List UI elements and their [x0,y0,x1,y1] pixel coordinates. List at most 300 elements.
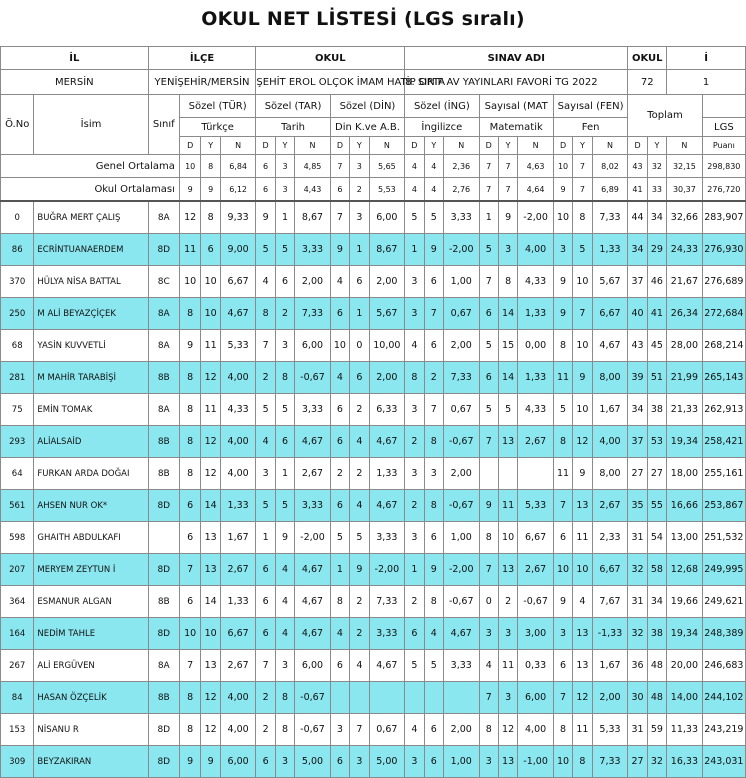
score-cell: -0,67 [443,426,479,458]
score-cell: 13 [498,746,517,778]
score-cell: 7 [424,298,443,330]
score-cell: 6 [256,586,275,618]
score-cell: 4 [330,266,349,298]
average-value: 32 [647,155,666,178]
score-cell: 19,34 [667,426,703,458]
col-lgs-header [702,95,745,118]
group-sozel-tur: Sözel (TÜR) [179,95,256,118]
score-cell: 3 [330,714,349,746]
score-cell: 3 [275,650,294,682]
score-cell: 15 [498,330,517,362]
score-cell: 7 [479,426,498,458]
score-cell: 7 [573,298,592,330]
score-cell [369,682,405,714]
header-il: İL [1,47,149,70]
score-cell: 5 [498,394,517,426]
score-cell: 9 [553,266,572,298]
score-cell: 12 [573,682,592,714]
score-cell: 2,00 [369,266,405,298]
score-cell: 6 [424,522,443,554]
average-value: 10 [553,155,572,178]
score-cell: 14 [201,490,220,522]
dyn-label: Y [201,137,220,155]
score-cell: 249,995 [702,554,745,586]
info-okul-no: 72 [628,70,667,95]
student-class [148,522,179,554]
dyn-label: N [220,137,256,155]
score-cell: 3,33 [443,650,479,682]
average-value: 6 [256,178,275,202]
subject-ingilizce: İngilizce [405,118,479,137]
score-cell: 2 [350,586,369,618]
table-row [1,394,746,426]
score-cell: 1 [405,234,424,266]
score-cell: 11 [498,490,517,522]
score-cell: 4 [350,426,369,458]
score-cell: 10 [573,266,592,298]
score-cell: 8 [179,682,201,714]
score-cell: 18,00 [667,458,703,490]
score-cell: 6 [275,266,294,298]
score-cell: 2,67 [295,458,331,490]
score-cell: 9 [553,586,572,618]
score-cell: 3 [350,201,369,234]
score-cell: 4,67 [369,426,405,458]
student-name: ESMANUR ALGAN [34,586,148,618]
student-name: BEYZAKIRAN [34,746,148,778]
score-cell: 2 [256,714,275,746]
score-cell: 8,67 [369,234,405,266]
score-cell: 8 [498,266,517,298]
score-cell: 8,67 [295,201,331,234]
score-cell: 10 [201,298,220,330]
score-cell: 9,00 [220,234,256,266]
average-value: 7 [573,178,592,202]
score-cell: 4,67 [220,298,256,330]
average-value: 3 [275,155,294,178]
score-cell: 7,33 [443,362,479,394]
average-value: 4,63 [518,155,554,178]
score-cell: 1,00 [443,746,479,778]
score-cell: 251,532 [702,522,745,554]
average-value: 5,65 [369,155,405,178]
score-cell: 6 [350,266,369,298]
score-cell: 12 [498,714,517,746]
score-cell: 3 [405,394,424,426]
col-class-header: Sınıf [148,95,179,155]
score-cell: 59 [647,714,666,746]
student-no: 250 [1,298,34,330]
student-no: 64 [1,458,34,490]
score-cell: 21,33 [667,394,703,426]
score-cell: 4,67 [369,490,405,522]
score-cell: 11,33 [667,714,703,746]
score-cell: 2 [498,586,517,618]
score-cell: 8 [275,682,294,714]
dyn-label: Y [573,137,592,155]
score-cell: 7 [256,650,275,682]
table-row [1,330,746,362]
score-cell: 3,00 [518,618,554,650]
table-row [1,362,746,394]
score-cell: 4 [275,618,294,650]
score-cell: -0,67 [295,362,331,394]
score-cell: 4,67 [369,650,405,682]
score-cell: 8 [256,298,275,330]
score-cell: 5,00 [369,746,405,778]
score-cell: 7 [553,490,572,522]
score-cell: 258,421 [702,426,745,458]
score-cell: 9 [201,746,220,778]
student-name: NEDİM TAHLE [34,618,148,650]
score-cell: 48 [647,650,666,682]
student-no: 86 [1,234,34,266]
score-cell: 11 [498,650,517,682]
score-cell: 6,67 [220,266,256,298]
average-value: 7 [498,178,517,202]
score-cell: 2,33 [592,522,628,554]
score-cell: 1,67 [592,394,628,426]
student-no: 281 [1,362,34,394]
score-cell: 6,33 [369,394,405,426]
score-cell: 34 [628,394,647,426]
group-sayisal-mat: Sayısal (MAT [479,95,553,118]
score-cell: 6 [179,586,201,618]
student-name: EMİN TOMAK [34,394,148,426]
score-cell: 11 [573,522,592,554]
score-cell: 7 [479,266,498,298]
score-cell: 19,66 [667,586,703,618]
score-cell: 11 [179,234,201,266]
score-cell: 27 [628,746,647,778]
score-cell: 272,684 [702,298,745,330]
score-cell: 6,67 [592,298,628,330]
student-class: 8A [148,298,179,330]
table-row [1,201,746,234]
score-cell: 10 [330,330,349,362]
average-value: 6,89 [592,178,628,202]
score-cell: 4,00 [220,362,256,394]
score-cell: 6 [424,330,443,362]
average-label: Genel Ortalama [1,155,180,178]
average-value: 4 [424,155,443,178]
average-value: 4 [405,178,424,202]
subject-turkce: Türkçe [179,118,256,137]
score-cell: 4 [350,490,369,522]
student-class: 8D [148,490,179,522]
score-cell: 7 [179,650,201,682]
score-cell: 8 [553,714,572,746]
score-cell: 4,33 [220,394,256,426]
page-title: OKUL NET LİSTESİ (LGS sıralı) [201,8,525,30]
lgs-label: LGS [702,118,745,137]
score-cell: 3 [553,234,572,266]
score-cell: 4,67 [592,330,628,362]
score-cell: 3 [405,522,424,554]
score-cell: 48 [647,682,666,714]
subject-tarih: Tarih [256,118,330,137]
score-cell: 32,66 [667,201,703,234]
student-no: 0 [1,201,34,234]
score-cell: 3 [350,746,369,778]
score-cell: 3 [275,746,294,778]
score-cell: 4 [479,650,498,682]
score-cell: 8 [179,426,201,458]
score-cell: 7 [179,554,201,586]
subject-fen: Fen [553,118,627,137]
score-cell: 1 [256,522,275,554]
score-cell: 4 [275,586,294,618]
score-cell: 5,67 [592,266,628,298]
score-cell: 19,34 [667,618,703,650]
score-cell: 54 [647,522,666,554]
score-cell: 26,34 [667,298,703,330]
score-cell: 5,33 [592,714,628,746]
score-cell: 3 [256,458,275,490]
average-value: 7 [573,155,592,178]
score-cell: 8 [424,426,443,458]
col-toplam-header: Toplam [628,95,702,137]
score-cell: 12 [179,201,201,234]
score-cell: 12 [201,426,220,458]
score-cell: 5 [275,490,294,522]
score-cell: 3,33 [295,490,331,522]
score-cell: 9 [479,490,498,522]
score-cell: 53 [647,426,666,458]
score-cell: 5,00 [295,746,331,778]
table-row [1,714,746,746]
score-cell: 0,67 [369,714,405,746]
student-name: AHSEN NUR OK* [34,490,148,522]
score-cell: 5 [275,234,294,266]
average-value: 6,84 [220,155,256,178]
score-cell: 3 [405,746,424,778]
score-cell: 2,67 [592,490,628,522]
table-row [1,298,746,330]
score-cell: 9 [330,234,349,266]
score-cell: 6 [330,490,349,522]
score-cell: -1,33 [592,618,628,650]
subject-matematik: Matematik [479,118,553,137]
score-cell: 11 [553,458,572,490]
score-cell: 265,143 [702,362,745,394]
score-cell: -0,67 [295,682,331,714]
student-class: 8A [148,394,179,426]
score-cell: 4 [256,426,275,458]
score-cell: 10,00 [369,330,405,362]
score-cell: 34 [647,586,666,618]
dyn-label: N [369,137,405,155]
score-cell: 5 [573,234,592,266]
score-cell: 51 [647,362,666,394]
score-cell: 9 [275,522,294,554]
score-cell: 1,33 [518,298,554,330]
score-cell: 3 [424,458,443,490]
score-cell: 34 [628,234,647,266]
score-cell: 45 [647,330,666,362]
average-value: 2 [350,178,369,202]
score-cell: 10 [179,266,201,298]
score-cell: 16,66 [667,490,703,522]
score-cell: 14,00 [667,682,703,714]
score-cell: 10 [553,554,572,586]
score-cell: 11 [201,330,220,362]
score-cell: 9,33 [220,201,256,234]
info-ilce: YENİŞEHİR/MERSİN [148,70,256,95]
score-cell: 31 [628,522,647,554]
score-cell: 4 [330,618,349,650]
score-cell: 0,00 [518,330,554,362]
average-value: 8 [201,155,220,178]
student-class: 8D [148,618,179,650]
average-value: 41 [628,178,647,202]
score-cell: 4,00 [220,682,256,714]
score-cell: 6 [179,522,201,554]
student-class: 8D [148,234,179,266]
score-cell: 6 [424,266,443,298]
score-cell: 6 [424,714,443,746]
group-sayisal-fen: Sayısal (FEN) [553,95,627,118]
score-cell: 31 [628,586,647,618]
average-value: 2,36 [443,155,479,178]
score-cell: 35 [628,490,647,522]
score-cell: 16,33 [667,746,703,778]
student-no: 68 [1,330,34,362]
score-cell: 6 [179,490,201,522]
score-cell: 6 [479,362,498,394]
info-extra: 1 [667,70,746,95]
score-cell: 6,67 [518,522,554,554]
score-cell: 13,00 [667,522,703,554]
score-cell: 3 [498,234,517,266]
score-cell: 248,389 [702,618,745,650]
score-cell: 13 [498,426,517,458]
score-cell: 10 [573,394,592,426]
score-cell: 3 [405,458,424,490]
lgs-puani-label: Puanı [702,137,745,155]
score-cell [443,682,479,714]
score-cell: 3 [498,682,517,714]
score-cell: 8 [179,298,201,330]
score-cell: 7 [256,330,275,362]
score-cell: 4,33 [518,394,554,426]
header-okul: OKUL [256,47,405,70]
table-row [1,650,746,682]
student-name: ALİ ERGÜVEN [34,650,148,682]
score-cell: 32 [628,618,647,650]
score-cell: 3 [498,618,517,650]
score-cell: 243,219 [702,714,745,746]
student-name: GHAITH ABDULKAFI [34,522,148,554]
score-cell: 1,33 [220,586,256,618]
score-cell: 7,33 [592,201,628,234]
score-cell: 8 [553,426,572,458]
score-cell: 3 [405,298,424,330]
score-cell: 8 [573,201,592,234]
group-sozel-tar: Sözel (TAR) [256,95,330,118]
score-cell: 9 [350,554,369,586]
score-cell: 5 [256,394,275,426]
score-cell: 6 [330,650,349,682]
score-cell: 7 [350,714,369,746]
dyn-label: Y [498,137,517,155]
student-name: HASAN ÖZÇELİK [34,682,148,714]
dyn-label: D [479,137,498,155]
score-cell: 4 [330,362,349,394]
score-cell: 2,00 [443,330,479,362]
score-cell [330,682,349,714]
score-cell: 7,67 [592,586,628,618]
score-cell: 4,00 [592,426,628,458]
score-cell: -0,67 [518,586,554,618]
score-cell: 5 [256,490,275,522]
student-no: 309 [1,746,34,778]
score-cell: 6,00 [369,201,405,234]
subject-din: Din K.ve A.B. [330,118,404,137]
student-class: 8B [148,426,179,458]
score-cell: 11 [553,362,572,394]
score-cell: 4,67 [295,586,331,618]
student-no: 364 [1,586,34,618]
score-cell: 10 [179,618,201,650]
score-cell: 29 [647,234,666,266]
average-value: 9 [179,178,201,202]
score-cell: 6 [479,298,498,330]
average-value: 7 [330,155,349,178]
score-cell: 37 [628,266,647,298]
header-extra: İ [667,47,746,70]
score-cell: 7 [479,682,498,714]
table-row [1,458,746,490]
score-cell: 6,67 [592,554,628,586]
score-cell: 1 [330,554,349,586]
score-cell: 2,00 [369,362,405,394]
score-cell: 4 [275,554,294,586]
score-cell: 6,00 [220,746,256,778]
score-cell: 5 [479,394,498,426]
score-cell: 4,00 [518,714,554,746]
score-cell: 2,67 [518,554,554,586]
student-no: 293 [1,426,34,458]
score-cell: 3,33 [443,201,479,234]
score-cell: 5 [424,650,443,682]
score-cell: 4 [573,586,592,618]
student-name: ECRİNTUANAERDEM [34,234,148,266]
score-cell: -2,00 [443,554,479,586]
student-no: 267 [1,650,34,682]
score-cell: 1,67 [220,522,256,554]
score-cell: 6 [201,234,220,266]
average-value: 276,720 [702,178,745,202]
score-cell: 3 [479,746,498,778]
score-cell: 3 [479,618,498,650]
score-cell: 1 [405,554,424,586]
score-cell: 13 [201,650,220,682]
score-cell: 9 [179,330,201,362]
score-cell: 4 [424,618,443,650]
score-cell: 14 [498,298,517,330]
score-cell: 31 [628,714,647,746]
score-cell: 9 [573,362,592,394]
average-value: 8,02 [592,155,628,178]
student-no: 598 [1,522,34,554]
table-row [1,426,746,458]
score-cell: 2,00 [295,266,331,298]
score-cell: 13 [573,490,592,522]
dyn-label: N [592,137,628,155]
score-cell: 8 [179,458,201,490]
score-cell: 4,00 [220,714,256,746]
